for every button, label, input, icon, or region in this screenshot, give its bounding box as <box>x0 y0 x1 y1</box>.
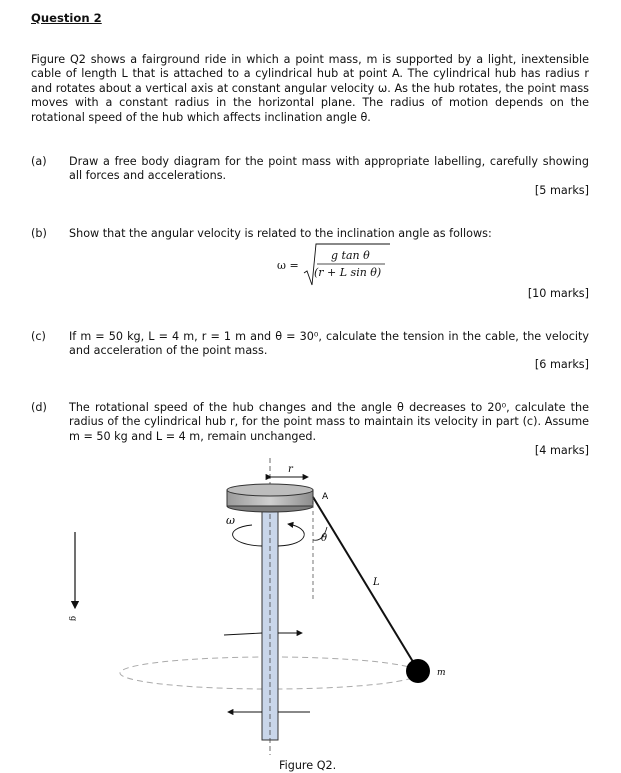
label-L: L <box>373 577 380 588</box>
part-a-text: Draw a free body diagram for the point mass with appropriate labelling, carefully showing all forces and accelerations. <box>69 155 589 183</box>
label-A: A <box>322 492 329 502</box>
label-m: m <box>437 668 446 678</box>
part-b-text: Show that the angular velocity is related to the inclination angle as follows: <box>69 227 492 240</box>
label-r: r <box>288 464 293 475</box>
equation-denominator: (r + L sin θ) <box>314 266 382 279</box>
part-c-text: If m = 50 kg, L = 4 m, r = 1 m and θ = 30⁰, calculate the tension in the cable, the velocity and acceleration of the point mass. <box>69 330 589 358</box>
figure-caption: Figure Q2. <box>279 759 337 772</box>
equation-numerator: g tan θ <box>331 249 370 262</box>
part-d-label: (d) <box>31 401 47 414</box>
cable <box>313 497 418 670</box>
question-heading: Question 2 <box>31 11 102 25</box>
part-a-marks: [5 marks] <box>534 184 589 197</box>
part-c-label: (c) <box>31 330 46 343</box>
part-d-text: The rotational speed of the hub changes and the angle θ decreases to 20⁰, calculate the radius of the cylindrical hub r, for the point mass to maintain its velocity in part (c). Assume m = 50 kg and L = 4 m, remain unchanged. <box>69 401 589 443</box>
part-d-marks: [4 marks] <box>534 444 589 457</box>
label-g: g <box>69 616 78 622</box>
point-mass <box>406 659 430 683</box>
intro-paragraph: Figure Q2 shows a fairground ride in which a point mass, m is supported by a light, inextensible cable of length L that is attached to a cylindrical hub at point A. The cylindrical hub has radius r and rotates about a vertical axis at constant angular velocity ω. As the hub rotates, the point mass moves with a constant radius in the horizontal plane. The radius of motion depends on the rotational speed of the hub which affects inclination angle θ. <box>31 53 589 124</box>
equation-lhs: ω = <box>277 259 299 272</box>
label-theta: θ <box>321 533 328 544</box>
part-b-label: (b) <box>31 227 47 240</box>
label-omega: ω <box>226 514 235 527</box>
part-a-label: (a) <box>31 155 47 168</box>
part-b-marks: [10 marks] <box>527 287 589 300</box>
part-c-marks: [6 marks] <box>534 358 589 371</box>
